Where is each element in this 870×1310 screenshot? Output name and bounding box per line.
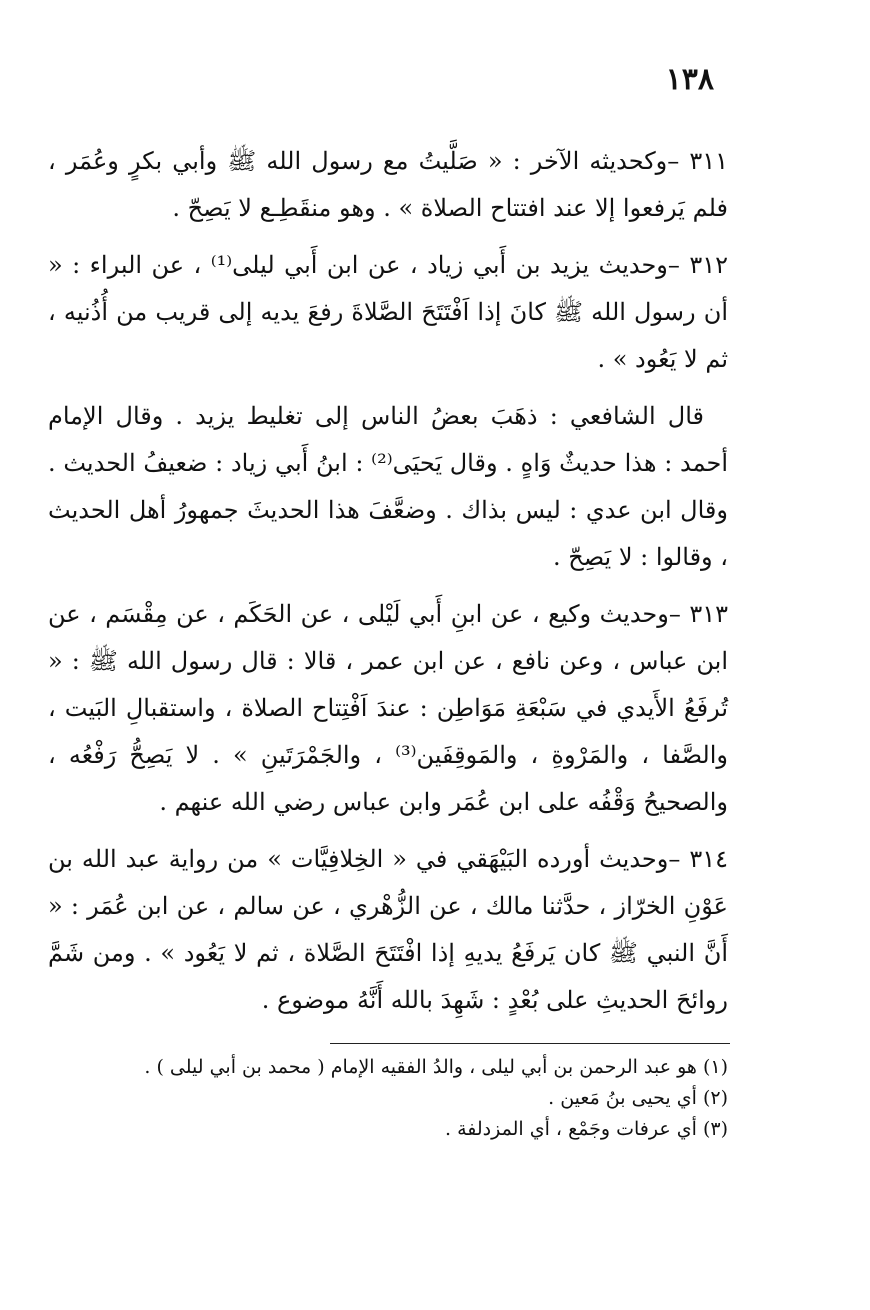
commentary-paragraph: قال الشافعي : ذهَبَ بعضُ الناس إلى تغليط يزيد . وقال الإمام أحمد : هذا حديثٌ وَاهٍ . وقال يَحيَى⁽²⁾ : ابنُ أَبي زياد : ضعيفُ الحديث . وقال ابن عدي : ليس بذاك . وضعَّفَ هذا الحديثَ جمهورُ أهل الحديث ، وقالوا : لا يَصِحّ . [48,402,729,571]
footnotes [144,1052,728,1145]
hadith-312-paragraph: ٣١٢ –وحديث يزيد بن أَبي زياد ، عن ابن أَبي ليلى⁽¹⁾ ، عن البراء : « أن رسول الله ﷺ كانَ إذا اَفْتَتَحَ الصَّلاةَ رفعَ يديه إلى قريب من أُذُنيه ، ثم لا يَعُود » . [48,251,729,373]
hadith-314-paragraph: ٣١٤ –وحديث أورده البَيْهَقي في « الخِلافِيَّات » من رواية عبد الله بن عَوْنِ الخرّاز ، حدَّثنا مالك ، عن الزُّهْري ، عن سالم ، عن ابن عُمَر : « أَنَّ النبي ﷺ كان يَرفَعُ يديهِ إذا افْتَتَحَ الصَّلاة ، ثم لا يَعُود » . ومن شَمَّ روائحَ الحديثِ على بُعْدٍ : شَهِدَ بالله أَنَّهُ موضوع . [48,845,728,1014]
hadith-311-paragraph: ٣١١ –وكحديثه الآخر : « صَلَّيتُ مع رسول الله ﷺ وأبي بكرٍ وعُمَر ، فلم يَرفعوا إلا عند افتتاح الصلاة » . وهو منقَطِـع لا يَصِحّ . [48,147,728,222]
footnote-2: (٢) أي يحيى بنُ مَعين . [548,1087,728,1109]
footnote-3: (٣) أي عرفات وجَمْع ، أي المزدلفة . [445,1118,728,1140]
footnote-divider [330,1043,730,1044]
main-text [48,138,728,1034]
hadith-313-paragraph: ٣١٣ –وحديث وكيع ، عن ابنِ أَبي لَيْلى ، عن الحَكَم ، عن مِقْسَم ، عن ابن عباس ، وعن نافع ، عن ابن عمر ، قالا : قال رسول الله ﷺ : « تُرفَعُ الأَيدي في سَبْعَةِ مَوَاطِن : عندَ اَفْتِتاح الصلاة ، واستقبالِ البَيت ، والصَّفا ، والمَرْوةِ ، والمَوقِفَين⁽³⁾ ، والجَمْرَتَينِ » . لا يَصِحُّ رَفْعُه ، والصحيحُ وَقْفُه على ابن عُمَر وابن عباس رضي الله عنهم . [48,600,728,816]
page-number: ١٣٨ [665,62,714,97]
footnote-1: (١) هو عبد الرحمن بن أبي ليلى ، والدُ الفقيه الإمام ( محمد بن أبي ليلى ) . [144,1056,728,1078]
